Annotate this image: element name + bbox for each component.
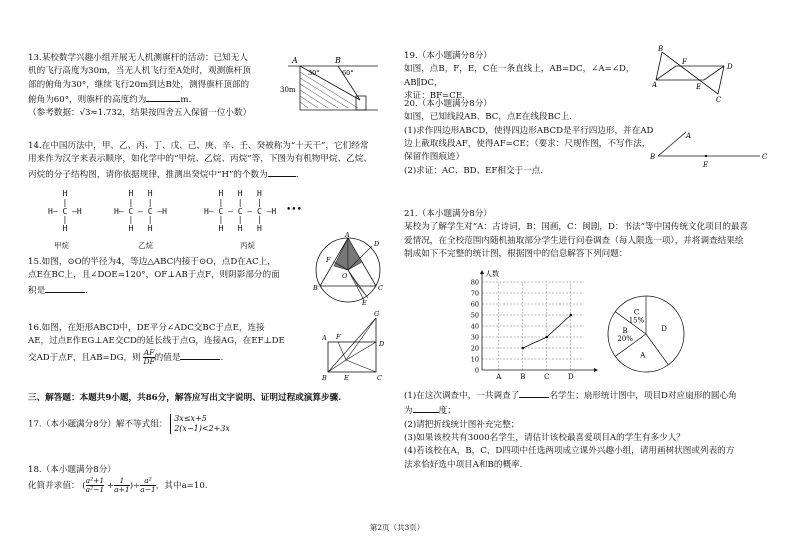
point-label: E [696, 83, 702, 91]
point-label: D [727, 63, 733, 71]
data-point [570, 314, 573, 317]
q20-line: 边上截取线段AF，使得AF=CE；（要求：尺规作图，不写作法， [404, 138, 651, 149]
point-label: A [322, 334, 327, 342]
methane-structure: H | H— C —H | H [48, 189, 82, 234]
q16-figure [322, 310, 386, 382]
point-label: F [336, 333, 341, 341]
question-21 [404, 208, 774, 261]
angle-label: 30° [308, 69, 320, 77]
point-label: A [686, 132, 692, 140]
fraction-denominator: DF [143, 356, 155, 366]
point-label: C [377, 374, 382, 382]
q20-line: (1)求作四边形ABCD，使得四边形ABCD是平行四边形，并在AD [404, 125, 654, 136]
q15-line: 点E在BC上，且∠DOE=120°，OF⊥AB于点F，则阴影部分的面 [28, 270, 280, 281]
q21-part1: (1)在这次调查中，一共调查了 名学生；扇形统计图中，项目D对应扇形的圆心角 [404, 388, 774, 403]
point-label: O [342, 272, 348, 280]
q16-line: 16.如图，在矩形ABCD中，DE平分∠ADC交BC于点E，连接 [28, 323, 265, 333]
point-label: B [658, 45, 664, 53]
data-point [546, 336, 549, 339]
point-label: B [313, 284, 318, 292]
methane-label: 甲烷 [54, 241, 69, 250]
point-label: F [326, 256, 331, 264]
pie-slice-label: C [633, 308, 640, 317]
point-label: E [344, 374, 349, 382]
inequality-2: 2(x−1)<2+3x [174, 424, 230, 433]
q20-line: 保留作图痕迹） [404, 152, 465, 163]
q20-line: 如图，已知线段AB、BC，点E在线段BC上. [404, 112, 572, 123]
fraction-numerator: AF [143, 347, 155, 357]
q13-line: 13.某校数学兴趣小组开展无人机测旗杆的活动：已知无人 [28, 53, 248, 63]
q15-line: 积是 . [28, 283, 316, 298]
y-tick-label: 50 [470, 311, 479, 320]
data-point [522, 347, 525, 350]
y-axis-arrow [480, 270, 484, 274]
q14-line: 用来作为汉字来表示顺序，如化学中的“甲烷、乙烷、丙烷”等，下图为有机物甲烷、乙烷、 [28, 154, 372, 165]
pie-slice-label: 20% [617, 335, 633, 343]
angle-label: 60° [342, 69, 354, 77]
point-label: C [762, 153, 768, 161]
q14-line: 丙烷的分子结构图，请你依据规律，推测出癸烷中“H”的个数为 . [28, 167, 384, 182]
point-label: G [374, 310, 380, 318]
x-axis-arrow [594, 368, 598, 372]
pie-slice-label: 15% [628, 316, 645, 325]
q13-figure [278, 52, 386, 112]
q15-figure [312, 232, 384, 306]
ethane-label: 乙烷 [138, 241, 153, 250]
q20-figure [650, 130, 770, 170]
section-heading: 三、解答题：本题共9小题，共86分，解答应写出文字说明、证明过程或演算步骤. [28, 393, 342, 403]
y-tick-label: 70 [470, 289, 479, 298]
question-18 [28, 464, 384, 494]
point-label: E [703, 161, 709, 169]
q16-line: AE，过点E作EG⊥AE交CD的延长线于点G，连接AG，在EF⊥DE [28, 336, 285, 347]
pie-slice-boundary [646, 334, 668, 365]
question-15 [28, 256, 316, 298]
x-tick-label: C [544, 373, 550, 381]
y-tick-label: 30 [470, 333, 479, 342]
q13-reference: （参考数据：√3≈1.732，结果按四舍五入保留一位小数） [28, 108, 252, 119]
point-label: F [682, 58, 687, 66]
q13-line: 机的飞行高度为30m，当无人机飞行至A处时，观测旗杆顶 [28, 66, 251, 77]
point-label: A [345, 232, 350, 239]
point-label: D [379, 340, 385, 348]
question-16 [28, 322, 328, 365]
q19-title: 19.（本小题满分8分） [404, 51, 492, 61]
answer-blank[interactable] [45, 283, 85, 293]
point-label: B [650, 153, 656, 161]
q14-line: 14.在中国历法中，甲、乙、丙、丁、戊、己、庚、辛、壬、癸被称为“十天干”，它们经常 [28, 141, 369, 151]
x-tick-label: A [496, 373, 502, 381]
answer-blank[interactable] [268, 167, 296, 177]
height-label: 30m [280, 86, 296, 94]
y-tick-label: 80 [470, 278, 479, 287]
q18-expression: 化简并求值： ( $\frac{\text{a²+1}}{\text{a²−1}}$ + $\frac{1}{a+1}$ )÷ $\frac{\text{a²}}{a-1}$ ，其中a=10. [28, 476, 208, 495]
propane-structure: H H H | | | H— C — C — C —H | | | H H H [204, 189, 277, 234]
q18-label: 18.（本小题满分8分） [28, 465, 116, 475]
question-20 [404, 98, 672, 178]
inequality-1: 3x≤x+5 [174, 414, 207, 423]
q20-line: (2)求证：AC、BD、EF相交于一点. [404, 165, 544, 176]
q21-part2: (2)请把折线统计图补充完整； [404, 419, 520, 430]
ellipsis: ••• [286, 205, 302, 215]
answer-blank[interactable] [413, 403, 439, 413]
q21-title: 21.（本小题满分8分） [404, 209, 492, 219]
x-tick-label: D [567, 373, 574, 381]
q21-line: 爱情况，在全校范围内随机抽取部分学生进行问卷调查（每人限选一项），并将调查结果绘 [404, 235, 744, 246]
y-axis-label: 人数 [485, 270, 499, 278]
page-footer: 第2页（共3页） [369, 523, 425, 532]
point-label: A [652, 81, 658, 89]
q19-prove: 求证：BF=CE. [404, 90, 465, 101]
y-tick-label: 10 [470, 355, 479, 364]
propane-label: 丙烷 [240, 241, 255, 250]
line-chart [460, 270, 600, 382]
q21-part3: (3)如果该校共有3000名学生，请估计该校最喜爱项目A的学生有多少人？ [404, 432, 685, 443]
question-17: 17.（本小题满分8分）解不等式组： 3x≤x+5 2(x−1)<2+3x [28, 414, 230, 433]
y-tick-label: 40 [470, 322, 479, 331]
point-label: B [322, 374, 327, 382]
q19-line: 如图，点B，F，E，C在一条直线上，AB=DC，∠A=∠D，AB∥DC， [404, 64, 635, 88]
y-tick-label: 0 [474, 366, 479, 375]
answer-blank[interactable] [146, 92, 180, 102]
pie-chart [604, 292, 688, 376]
q21-part1b: 为 度； [404, 403, 774, 418]
point-label: C [378, 284, 383, 292]
question-21-parts [404, 388, 774, 472]
q21-part4b: 法求恰好选中项目A和B的概率. [404, 459, 523, 470]
point-label: D [374, 240, 380, 248]
q21-line: 某校为了解学生对“A：古诗词，B：国画，C：闽剧，D：书法”等中国传统文化项目的最喜 [404, 222, 749, 233]
point-label: B [335, 56, 341, 65]
question-14 [28, 140, 384, 182]
answer-blank[interactable] [180, 350, 220, 360]
q13-line: 部的俯角为30°，继续飞行20m到达B处，测得旗杆顶部的 [28, 79, 250, 90]
q16-line: 交AD于点F，且AB=DG，则 $\frac{AF}{DF}$ 的值是 . [28, 347, 224, 366]
question-19 [404, 50, 654, 103]
q15-line: 15.如图，⊙O的半径为4，等边△ABC内接于⊙O，点D在AC上， [28, 257, 276, 267]
question-13 [28, 52, 298, 121]
y-tick-label: 60 [470, 300, 479, 309]
q13-line: 俯角为60°，则旗杆的高度约为 m. [28, 92, 298, 107]
y-tick-label: 20 [470, 344, 479, 353]
q21-part4: (4)若该校在A，B，C，D四项中任选两项成立课外兴趣小组，请用画树状图或列表的方 [404, 446, 735, 457]
point-label: A [292, 56, 298, 65]
x-tick-label: B [520, 373, 526, 381]
q21-line: 制成如下不完整的统计图，根据图中的信息解答下列问题： [404, 248, 628, 259]
ethane-structure: H H | | H— C — C —H | | H H [114, 189, 167, 234]
q20-title: 20.（本小题满分8分） [404, 99, 492, 109]
answer-blank[interactable] [519, 388, 549, 398]
pie-slice-label: A [640, 351, 646, 360]
q19-figure [652, 44, 744, 104]
point-label: C [716, 96, 722, 104]
point-label: E [362, 299, 367, 306]
pie-slice-label: B [622, 327, 628, 335]
pie-slice-label: D [661, 325, 667, 334]
